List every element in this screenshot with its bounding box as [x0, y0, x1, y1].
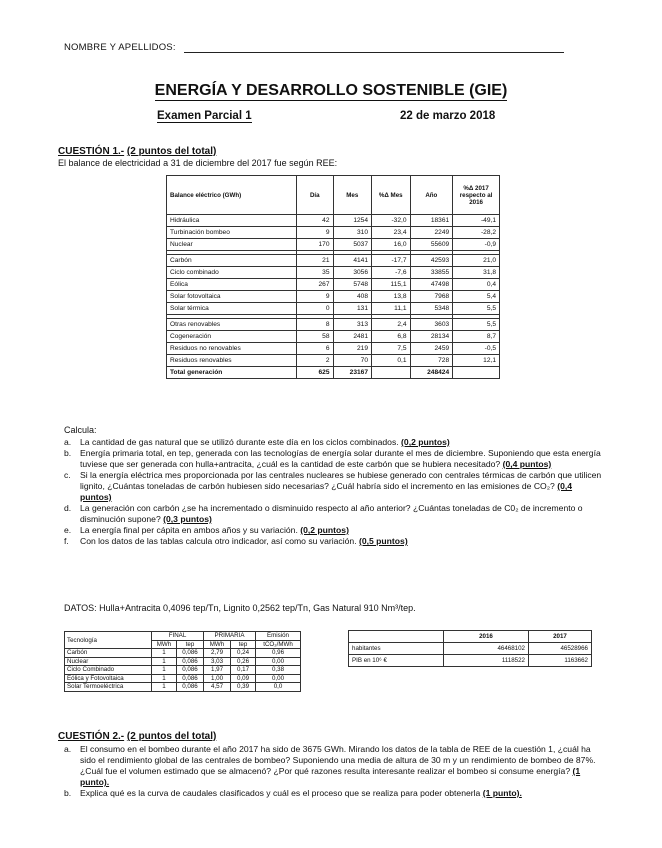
item-points: (1 punto). — [80, 766, 581, 787]
list-item — [64, 470, 604, 503]
table-cell: 3,03 — [204, 657, 231, 666]
table-row — [167, 355, 500, 367]
exam-title: ENERGÍA Y DESARROLLO SOSTENIBLE (GIE) — [154, 82, 508, 99]
table-cell: 1 — [152, 666, 177, 675]
table-cell: 0,086 — [177, 657, 204, 666]
table-row — [65, 657, 301, 666]
name-blank-line — [184, 52, 564, 53]
table-row — [167, 279, 500, 291]
table-row — [167, 331, 500, 343]
col-header: Balance eléctrico (GWh) — [167, 176, 297, 215]
table-cell: 170 — [297, 239, 333, 251]
table-cell: 0,26 — [231, 657, 256, 666]
col-header: tCO₂/MWh — [256, 640, 301, 649]
table-cell: 131 — [333, 303, 372, 315]
table-cell: 1,97 — [204, 666, 231, 675]
table-cell: 21 — [297, 255, 333, 267]
table-row — [167, 343, 500, 355]
item-text: Explica qué es la curva de caudales clasificados y cuál es el proceso que se realiza para poder obtenerla — [80, 788, 481, 798]
table-cell: 18361 — [410, 215, 453, 227]
col-header: tep — [177, 640, 204, 649]
item-letter: e. — [64, 525, 72, 535]
table-cell: 23167 — [333, 367, 372, 379]
table-cell: -28,2 — [453, 227, 500, 239]
col-header: Emisión — [256, 632, 301, 641]
question-1-points: (2 puntos del total) — [126, 146, 217, 157]
item-points: (0,2 puntos) — [300, 525, 349, 535]
table-cell: 0,24 — [231, 649, 256, 658]
table-cell: 42593 — [410, 255, 453, 267]
table-cell: 42 — [297, 215, 333, 227]
table-cell: 31,8 — [453, 267, 500, 279]
question-1-items — [64, 437, 604, 547]
item-points: (0,2 puntos) — [401, 437, 450, 447]
table-cell: 12,1 — [453, 355, 500, 367]
row-label: Eólica y Fotovoltaica — [65, 674, 152, 683]
table-cell: 1118522 — [444, 655, 529, 667]
table-cell: 2459 — [410, 343, 453, 355]
col-header: PRIMARIA — [204, 632, 256, 641]
row-label: Ciclo combinado — [167, 267, 297, 279]
question-2-items — [64, 744, 604, 799]
col-header: MWh — [152, 640, 177, 649]
table-cell: 70 — [333, 355, 372, 367]
table-cell: 625 — [297, 367, 333, 379]
table-row — [65, 666, 301, 675]
item-text: El consumo en el bombeo durante el año 2017 ha sido de 3675 GWh. Mirando los datos de la tabla de REE de la cuestión 1, ¿cuál ha sido el rendimiento global de las centrales de bombeo? Suponiendo una media de altura de 30 m y un rendimiento de bombeo de 87%. ¿Cuál fue el volumen estimado que se almacenó? ¿Por qué razones resulta interesante realizar el bombeo si consume energía? — [80, 744, 596, 776]
table-row — [167, 215, 500, 227]
item-points: (0,4 puntos) — [80, 481, 573, 502]
row-label: habitantes — [349, 643, 444, 655]
table-cell: 4,57 — [204, 683, 231, 692]
table-cell: 115,1 — [372, 279, 411, 291]
table-cell: 3603 — [410, 319, 453, 331]
item-letter: b. — [64, 788, 72, 798]
table-cell: 219 — [333, 343, 372, 355]
table-row — [167, 255, 500, 267]
table-row — [167, 303, 500, 315]
table-cell: 0,39 — [231, 683, 256, 692]
row-label: Residuos renovables — [167, 355, 297, 367]
table-cell: 55609 — [410, 239, 453, 251]
col-header: Año — [410, 176, 453, 215]
table-cell: 1 — [152, 657, 177, 666]
name-label: NOMBRE Y APELLIDOS: — [64, 42, 176, 53]
table-row — [65, 674, 301, 683]
list-item — [64, 503, 604, 525]
total-row — [167, 367, 500, 379]
col-header: Tecnología — [65, 632, 152, 649]
item-letter: d. — [64, 503, 72, 513]
item-text: La cantidad de gas natural que se utilizó durante este día en los ciclos combinados. — [80, 437, 399, 447]
col-header: FINAL — [152, 632, 204, 641]
list-item — [64, 744, 604, 788]
table-cell: 0,00 — [256, 674, 301, 683]
list-item — [64, 536, 604, 547]
table-cell: 1 — [152, 649, 177, 658]
table-cell: -32,0 — [372, 215, 411, 227]
exam-date: 22 de marzo 2018 — [400, 110, 496, 122]
table-cell: 408 — [333, 291, 372, 303]
item-text: La generación con carbón ¿se ha incrementado o disminuido respecto al año anterior? ¿Cuántas toneladas de C0₂ de incremento o disminución supone? — [80, 503, 583, 524]
table-cell: 728 — [410, 355, 453, 367]
table-cell: 0,4 — [453, 279, 500, 291]
table-cell: 5348 — [410, 303, 453, 315]
table-cell: 11,1 — [372, 303, 411, 315]
table-cell — [372, 367, 411, 379]
table-row — [167, 227, 500, 239]
table-cell: -0,5 — [453, 343, 500, 355]
table-cell: -7,6 — [372, 267, 411, 279]
table-cell: 0,17 — [231, 666, 256, 675]
table-cell: 0,09 — [231, 674, 256, 683]
col-header: %Δ Mes — [372, 176, 411, 215]
table-cell: 1 — [152, 674, 177, 683]
table-cell: 2,79 — [204, 649, 231, 658]
item-letter: c. — [64, 470, 71, 480]
table-cell: 2249 — [410, 227, 453, 239]
calcula-label: Calcula: — [64, 425, 97, 435]
item-letter: a. — [64, 437, 72, 447]
row-label: Nuclear — [65, 657, 152, 666]
question-1-intro: El balance de electricidad a 31 de diciembre del 2017 fue según REE: — [58, 158, 338, 168]
col-header: %Δ 2017 respecto al 2016 — [453, 176, 500, 215]
table-row — [167, 239, 500, 251]
table-cell: 47498 — [410, 279, 453, 291]
list-item — [64, 448, 604, 470]
row-label: PIB en 10⁶ € — [349, 655, 444, 667]
table-cell: 9 — [297, 291, 333, 303]
table-cell: 1254 — [333, 215, 372, 227]
table-cell: 28134 — [410, 331, 453, 343]
exam-title-wrap — [0, 82, 662, 100]
table-cell: 1 — [152, 683, 177, 692]
item-points: (0,3 puntos) — [163, 514, 212, 524]
empty-header-cell — [349, 631, 444, 643]
table-cell: 5748 — [333, 279, 372, 291]
row-label: Carbón — [65, 649, 152, 658]
table-cell: 5,5 — [453, 303, 500, 315]
list-item — [64, 437, 604, 448]
table-row — [349, 643, 592, 655]
table-cell: 8 — [297, 319, 333, 331]
table-cell: 0,086 — [177, 649, 204, 658]
table-cell: 33855 — [410, 267, 453, 279]
table-cell: 2,4 — [372, 319, 411, 331]
table-row — [65, 649, 301, 658]
table-cell: 0,086 — [177, 674, 204, 683]
table-cell: 13,8 — [372, 291, 411, 303]
table-cell: 0,0 — [256, 683, 301, 692]
row-label: Nuclear — [167, 239, 297, 251]
question-2-points: (2 puntos del total) — [126, 731, 217, 742]
col-header: Día — [297, 176, 333, 215]
item-points: (0,4 puntos) — [502, 459, 552, 469]
table-cell: 6 — [297, 343, 333, 355]
table-cell: 5,4 — [453, 291, 500, 303]
table-cell: -17,7 — [372, 255, 411, 267]
row-label: Residuos no renovables — [167, 343, 297, 355]
row-label: Solar térmica — [167, 303, 297, 315]
table-row — [65, 683, 301, 692]
table-row — [167, 291, 500, 303]
item-points: (1 punto). — [482, 788, 522, 798]
row-label: Otras renovables — [167, 319, 297, 331]
table-cell: 35 — [297, 267, 333, 279]
question-1-label: CUESTIÓN 1.- — [58, 146, 125, 157]
item-text: Energía primaria total, en tep, generada con las tecnologías de energía solar durante el mes de diciembre. Suponiendo que esta energía tuviese que ser generada con hulla+antracita, ¿cuál es la cantidad de este carbón que se hubiera necesitado? — [80, 448, 601, 469]
table-cell: 8,7 — [453, 331, 500, 343]
table-cell: 0,00 — [256, 657, 301, 666]
list-item — [64, 525, 604, 536]
item-points: (0,5 puntos) — [358, 536, 408, 546]
col-header: MWh — [204, 640, 231, 649]
row-label: Ciclo Combinado — [65, 666, 152, 675]
table-cell: 0 — [297, 303, 333, 315]
table-cell: 5037 — [333, 239, 372, 251]
exam-type: Examen Parcial 1 — [157, 110, 252, 122]
item-letter: b. — [64, 448, 72, 458]
table-cell: -0,9 — [453, 239, 500, 251]
table-row — [167, 267, 500, 279]
table-cell: 7,5 — [372, 343, 411, 355]
table-cell: 4141 — [333, 255, 372, 267]
table-header-row — [167, 176, 500, 215]
table-cell: 7968 — [410, 291, 453, 303]
table-cell: 0,1 — [372, 355, 411, 367]
row-label: Total generación — [167, 367, 297, 379]
table-cell: 2481 — [333, 331, 372, 343]
table-cell: 6,8 — [372, 331, 411, 343]
table-cell: 0,086 — [177, 666, 204, 675]
table-cell: 248424 — [410, 367, 453, 379]
table-cell: 21,0 — [453, 255, 500, 267]
table-header-row — [349, 631, 592, 643]
table-cell: 46528966 — [529, 643, 592, 655]
table-cell: 3056 — [333, 267, 372, 279]
table-cell: 310 — [333, 227, 372, 239]
col-header: tep — [231, 640, 256, 649]
ree-balance-table — [166, 175, 500, 379]
table-cell: 0,38 — [256, 666, 301, 675]
item-text: La energía final per cápita en ambos años y su variación. — [80, 525, 298, 535]
table-cell: -49,1 — [453, 215, 500, 227]
item-letter: a. — [64, 744, 72, 754]
technology-table — [64, 631, 301, 692]
table-cell: 16,0 — [372, 239, 411, 251]
table-cell: 23,4 — [372, 227, 411, 239]
item-text: Con los datos de las tablas calcula otro indicador, así como su variación. — [80, 536, 357, 546]
item-text: Si la energía eléctrica mes proporcionada por las centrales nucleares se hubiese generado con centrales térmicas de carbón que utilicen lignito, ¿Cuántas toneladas de carbón hubiesen sido necesarias? ¿Cuál habría sido el incremento en las emisiones de CO₂? — [80, 470, 602, 491]
table-row — [167, 319, 500, 331]
table-header-row — [65, 632, 301, 641]
table-cell: 5,5 — [453, 319, 500, 331]
question-2-label: CUESTIÓN 2.- — [58, 731, 125, 742]
item-letter: f. — [64, 536, 69, 546]
row-label: Solar Termoeléctrica — [65, 683, 152, 692]
row-label: Hidráulica — [167, 215, 297, 227]
question-2-heading — [58, 731, 216, 742]
population-gdp-table — [348, 630, 592, 667]
col-header: 2016 — [444, 631, 529, 643]
row-label: Solar fotovoltaica — [167, 291, 297, 303]
question-1-heading — [58, 146, 216, 157]
row-label: Eólica — [167, 279, 297, 291]
row-label: Cogeneración — [167, 331, 297, 343]
datos-line: DATOS: Hulla+Antracita 0,4096 tep/Tn, Lignito 0,2562 tep/Tn, Gas Natural 910 Nm³/tep. — [64, 603, 416, 613]
table-cell: 0,086 — [177, 683, 204, 692]
table-row — [349, 655, 592, 667]
table-cell — [453, 367, 500, 379]
row-label: Turbinación bombeo — [167, 227, 297, 239]
col-header: Mes — [333, 176, 372, 215]
table-cell: 2 — [297, 355, 333, 367]
list-item — [64, 788, 604, 799]
table-cell: 1,00 — [204, 674, 231, 683]
table-cell: 267 — [297, 279, 333, 291]
row-label: Carbón — [167, 255, 297, 267]
table-cell: 9 — [297, 227, 333, 239]
table-cell: 313 — [333, 319, 372, 331]
table-cell: 46468102 — [444, 643, 529, 655]
table-cell: 58 — [297, 331, 333, 343]
table-cell: 1163662 — [529, 655, 592, 667]
col-header: 2017 — [529, 631, 592, 643]
table-cell: 0,96 — [256, 649, 301, 658]
